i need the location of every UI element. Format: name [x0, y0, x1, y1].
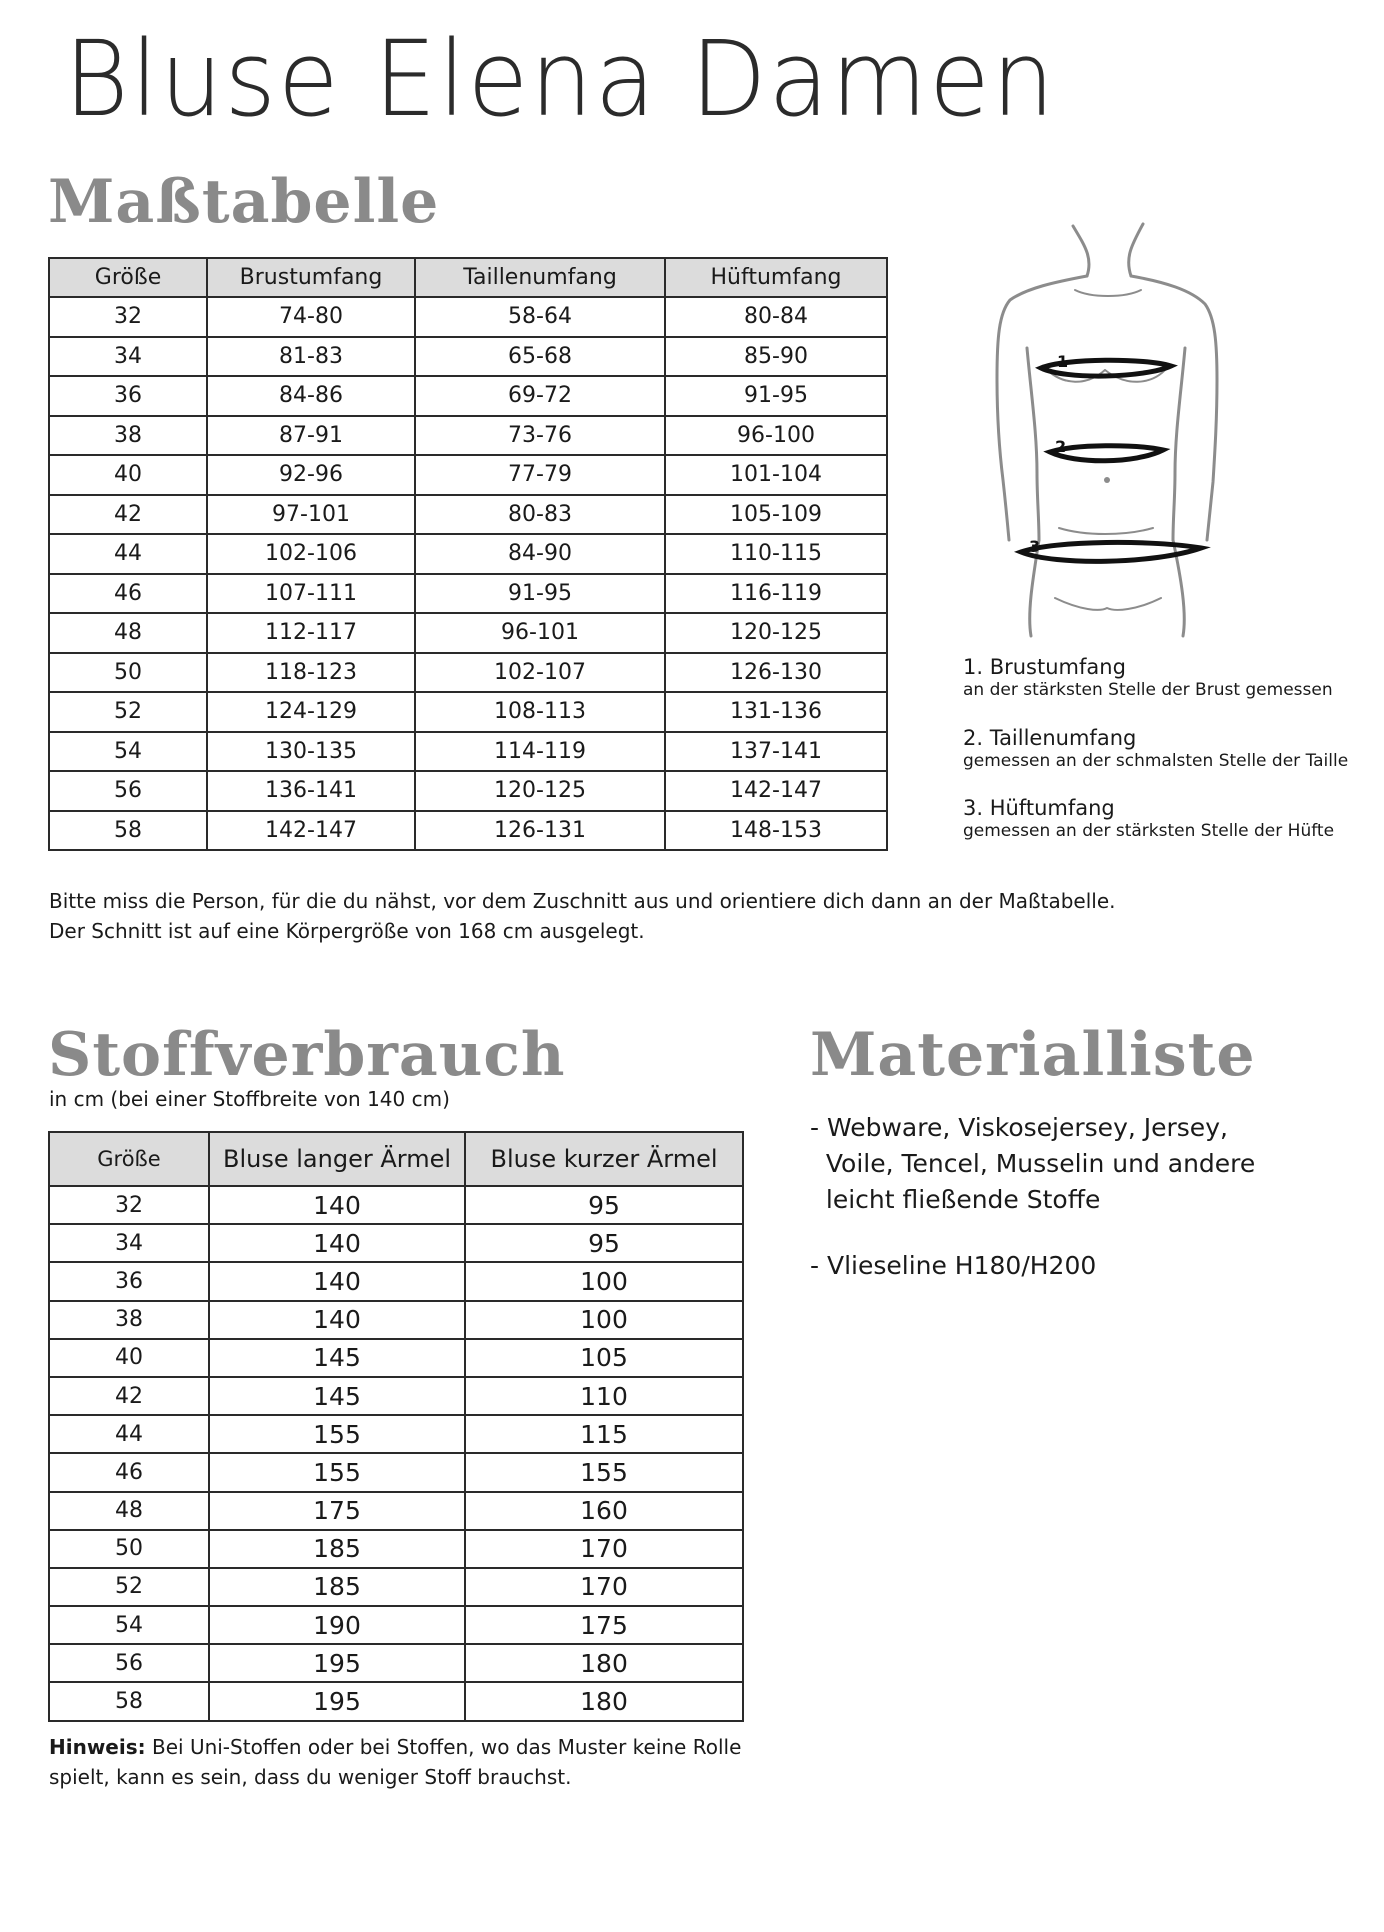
- table-cell: 180: [465, 1644, 743, 1682]
- table-cell: 87-91: [207, 416, 415, 456]
- waist-marker-label: 2: [1055, 437, 1067, 456]
- fabric-row: [49, 1339, 743, 1377]
- legend-description: gemessen an der schmalsten Stelle der Taille: [963, 751, 1349, 771]
- fabric-row: [49, 1186, 743, 1224]
- legend-description: gemessen an der stärksten Stelle der Hüfte: [963, 821, 1335, 841]
- table-cell: 77-79: [415, 455, 665, 495]
- size-chart-row: [49, 455, 887, 495]
- table-cell: 120-125: [415, 771, 665, 811]
- fabric-header-cell: Bluse langer Ärmel: [209, 1132, 465, 1186]
- table-cell: 101-104: [665, 455, 887, 495]
- table-cell: 155: [465, 1453, 743, 1491]
- legend-title: 2. Taillenumfang: [963, 726, 1137, 750]
- body-measurement-figure: [975, 218, 1235, 646]
- table-cell: 137-141: [665, 732, 887, 772]
- table-cell: 107-111: [207, 574, 415, 614]
- table-cell: 115: [465, 1415, 743, 1453]
- table-cell: 195: [209, 1682, 465, 1720]
- table-cell: 112-117: [207, 613, 415, 653]
- fabric-row: [49, 1644, 743, 1682]
- table-cell: 195: [209, 1644, 465, 1682]
- table-cell: 108-113: [415, 692, 665, 732]
- table-cell: 80-83: [415, 495, 665, 535]
- size-chart-header-cell: Taillenumfang: [415, 258, 665, 297]
- table-cell: 140: [209, 1224, 465, 1262]
- size-chart-row: [49, 732, 887, 772]
- note-line: Bitte miss die Person, für die du nähst, vor dem Zuschnitt aus und orientiere dich dann an der Maßtabelle.: [49, 889, 1116, 913]
- table-cell: 175: [209, 1492, 465, 1530]
- table-cell: 73-76: [415, 416, 665, 456]
- fabric-row: [49, 1377, 743, 1415]
- table-cell: 58: [49, 1682, 209, 1720]
- fabric-header-cell: Bluse kurzer Ärmel: [465, 1132, 743, 1186]
- fabric-header-row: [49, 1132, 743, 1186]
- table-cell: 142-147: [665, 771, 887, 811]
- size-chart-row: [49, 416, 887, 456]
- table-cell: 140: [209, 1262, 465, 1300]
- fabric-table: [48, 1131, 744, 1722]
- table-cell: 48: [49, 1492, 209, 1530]
- table-cell: 160: [465, 1492, 743, 1530]
- fabric-row: [49, 1453, 743, 1491]
- table-cell: 34: [49, 1224, 209, 1262]
- table-cell: 110-115: [665, 534, 887, 574]
- figure-shoulder-left: [997, 276, 1087, 540]
- hint-text: Bei Uni-Stoffen oder bei Stoffen, wo das Muster keine Rolle: [152, 1735, 742, 1759]
- table-cell: 36: [49, 376, 207, 416]
- table-cell: 110: [465, 1377, 743, 1415]
- table-cell: 56: [49, 1644, 209, 1682]
- table-cell: 50: [49, 653, 207, 693]
- table-cell: 84-86: [207, 376, 415, 416]
- table-cell: 102-106: [207, 534, 415, 574]
- table-cell: 124-129: [207, 692, 415, 732]
- figure-neck-left: [1073, 226, 1089, 276]
- legend-item-bust: [963, 655, 1333, 701]
- table-cell: 40: [49, 1339, 209, 1377]
- table-cell: 140: [209, 1301, 465, 1339]
- material-line: leicht fließende Stoffe: [810, 1185, 1101, 1214]
- table-cell: 52: [49, 692, 207, 732]
- table-cell: 116-119: [665, 574, 887, 614]
- table-cell: 145: [209, 1339, 465, 1377]
- table-cell: 96-100: [665, 416, 887, 456]
- figure-navel: [1104, 477, 1110, 483]
- size-chart-row: [49, 574, 887, 614]
- table-cell: 145: [209, 1377, 465, 1415]
- size-chart-header-row: [49, 258, 887, 297]
- table-cell: 91-95: [665, 376, 887, 416]
- table-cell: 92-96: [207, 455, 415, 495]
- size-chart-row: [49, 811, 887, 851]
- figure-neck-right: [1129, 224, 1143, 276]
- table-cell: 170: [465, 1530, 743, 1568]
- materials-list: [810, 1110, 1255, 1284]
- table-cell: 48: [49, 613, 207, 653]
- material-line: - Webware, Viskosejersey, Jersey,: [810, 1113, 1228, 1142]
- table-cell: 185: [209, 1568, 465, 1606]
- table-cell: 95: [465, 1186, 743, 1224]
- table-cell: 46: [49, 574, 207, 614]
- table-cell: 97-101: [207, 495, 415, 535]
- material-item: [810, 1248, 1255, 1284]
- table-cell: 102-107: [415, 653, 665, 693]
- fabric-heading: Stoffverbrauch: [48, 1020, 566, 1090]
- fabric-subtitle: in cm (bei einer Stoffbreite von 140 cm): [49, 1087, 450, 1111]
- table-cell: 105: [465, 1339, 743, 1377]
- fabric-row: [49, 1530, 743, 1568]
- size-chart-header-cell: Brustumfang: [207, 258, 415, 297]
- table-cell: 142-147: [207, 811, 415, 851]
- table-cell: 126-131: [415, 811, 665, 851]
- table-cell: 69-72: [415, 376, 665, 416]
- table-cell: 80-84: [665, 297, 887, 337]
- table-cell: 42: [49, 1377, 209, 1415]
- figure-crotch-line: [1055, 598, 1161, 610]
- fabric-row: [49, 1415, 743, 1453]
- table-cell: 36: [49, 1262, 209, 1300]
- table-cell: 54: [49, 1606, 209, 1644]
- table-cell: 118-123: [207, 653, 415, 693]
- table-cell: 180: [465, 1682, 743, 1720]
- table-cell: 54: [49, 732, 207, 772]
- fabric-header-cell: Größe: [49, 1132, 209, 1186]
- material-line: - Vlieseline H180/H200: [810, 1251, 1097, 1280]
- table-cell: 38: [49, 416, 207, 456]
- size-chart-header-cell: Größe: [49, 258, 207, 297]
- size-chart-row: [49, 653, 887, 693]
- legend-title: 1. Brustumfang: [963, 655, 1126, 679]
- hint-label: Hinweis:: [49, 1735, 146, 1759]
- table-cell: 40: [49, 455, 207, 495]
- table-cell: 100: [465, 1262, 743, 1300]
- fabric-hint: [49, 1732, 741, 1792]
- material-line: Voile, Tencel, Musselin und andere: [810, 1149, 1256, 1178]
- table-cell: 131-136: [665, 692, 887, 732]
- document-title: Bluse Elena Damen: [64, 18, 1057, 140]
- figure-arm-inner-right: [1173, 348, 1185, 540]
- size-chart-heading: Maßtabelle: [48, 167, 440, 237]
- table-cell: 56: [49, 771, 207, 811]
- size-chart-row: [49, 613, 887, 653]
- table-cell: 105-109: [665, 495, 887, 535]
- hint-text: spielt, kann es sein, dass du weniger Stoff brauchst.: [49, 1765, 572, 1789]
- table-cell: 32: [49, 1186, 209, 1224]
- table-cell: 50: [49, 1530, 209, 1568]
- legend-item-waist: [963, 726, 1348, 772]
- legend-title: 3. Hüftumfang: [963, 796, 1115, 820]
- waist-measure-line: [1050, 446, 1163, 461]
- table-cell: 170: [465, 1568, 743, 1606]
- fabric-row: [49, 1606, 743, 1644]
- table-cell: 120-125: [665, 613, 887, 653]
- table-cell: 114-119: [415, 732, 665, 772]
- size-chart-table: [48, 257, 888, 851]
- size-chart-row: [49, 692, 887, 732]
- table-cell: 126-130: [665, 653, 887, 693]
- size-chart-row: [49, 376, 887, 416]
- table-cell: 95: [465, 1224, 743, 1262]
- table-cell: 44: [49, 1415, 209, 1453]
- table-cell: 46: [49, 1453, 209, 1491]
- table-cell: 130-135: [207, 732, 415, 772]
- size-chart-note: [49, 886, 1116, 946]
- fabric-row: [49, 1492, 743, 1530]
- table-cell: 32: [49, 297, 207, 337]
- fabric-row: [49, 1301, 743, 1339]
- table-cell: 148-153: [665, 811, 887, 851]
- table-cell: 38: [49, 1301, 209, 1339]
- table-cell: 140: [209, 1186, 465, 1224]
- note-line: Der Schnitt ist auf eine Körpergröße von 168 cm ausgelegt.: [49, 919, 645, 943]
- legend-item-hip: [963, 796, 1334, 842]
- materials-heading: Materialliste: [810, 1020, 1256, 1090]
- table-cell: 81-83: [207, 337, 415, 377]
- table-cell: 58-64: [415, 297, 665, 337]
- fabric-row: [49, 1568, 743, 1606]
- size-chart-row: [49, 297, 887, 337]
- table-cell: 155: [209, 1415, 465, 1453]
- size-chart-row: [49, 337, 887, 377]
- figure-belly-line: [1059, 528, 1153, 534]
- size-chart-header-cell: Hüftumfang: [665, 258, 887, 297]
- hip-marker-label: 3: [1029, 537, 1041, 556]
- table-cell: 34: [49, 337, 207, 377]
- table-cell: 42: [49, 495, 207, 535]
- fabric-row: [49, 1224, 743, 1262]
- size-chart-row: [49, 495, 887, 535]
- table-cell: 85-90: [665, 337, 887, 377]
- table-cell: 91-95: [415, 574, 665, 614]
- table-cell: 190: [209, 1606, 465, 1644]
- fabric-row: [49, 1682, 743, 1720]
- figure-arm-inner-left: [1027, 348, 1039, 540]
- size-chart-row: [49, 771, 887, 811]
- size-chart-row: [49, 534, 887, 574]
- table-cell: 100: [465, 1301, 743, 1339]
- table-cell: 136-141: [207, 771, 415, 811]
- table-cell: 185: [209, 1530, 465, 1568]
- table-cell: 65-68: [415, 337, 665, 377]
- table-cell: 96-101: [415, 613, 665, 653]
- table-cell: 175: [465, 1606, 743, 1644]
- table-cell: 58: [49, 811, 207, 851]
- table-cell: 52: [49, 1568, 209, 1606]
- figure-collarbone: [1075, 290, 1141, 296]
- table-cell: 44: [49, 534, 207, 574]
- table-cell: 74-80: [207, 297, 415, 337]
- table-cell: 84-90: [415, 534, 665, 574]
- table-cell: 155: [209, 1453, 465, 1491]
- fabric-row: [49, 1262, 743, 1300]
- material-item: [810, 1110, 1255, 1218]
- bust-marker-label: 1: [1057, 352, 1069, 371]
- legend-description: an der stärksten Stelle der Brust gemessen: [963, 680, 1333, 700]
